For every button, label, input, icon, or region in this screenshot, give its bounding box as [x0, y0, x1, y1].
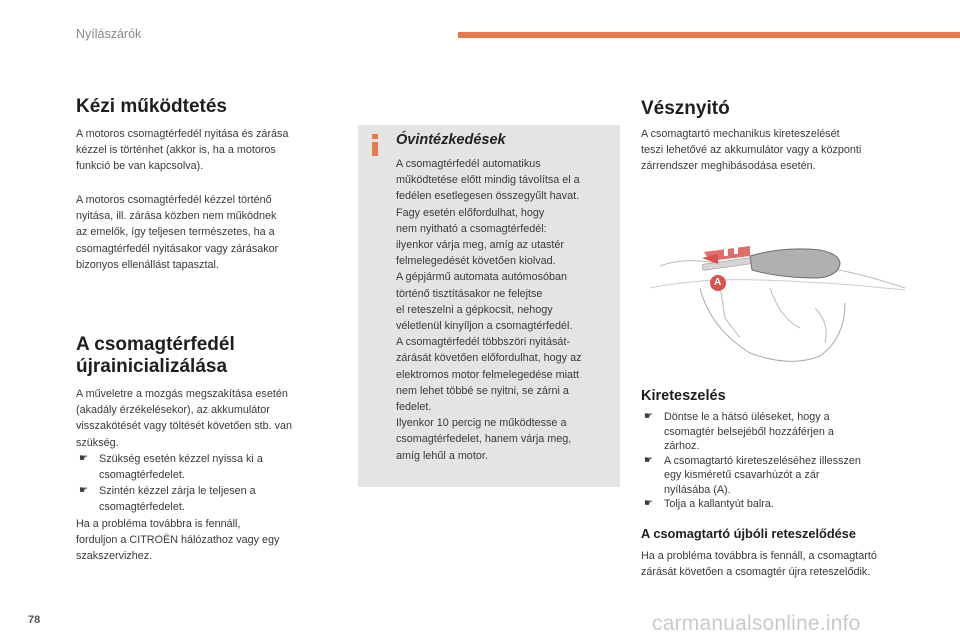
line: csomagtér belsejéből hozzáférjen a: [664, 425, 834, 438]
list-item: [76, 483, 336, 515]
title-line: újrainicializálása: [76, 356, 228, 377]
caution-box: [358, 125, 620, 487]
line: csomagtérfedelet, hanem várja meg,: [396, 433, 572, 446]
line: Ilyenkor 10 percig ne működtesse a: [396, 417, 567, 430]
line: nem nyitható a csomagtérfedél:: [396, 222, 547, 235]
line: elektromos motor felmelegedése miatt: [396, 368, 580, 381]
emergency-para: [641, 126, 911, 175]
line: csomagtérfedelet.: [99, 469, 185, 482]
section-title-unlocking: Kireteszelés: [641, 388, 726, 404]
info-icon: [366, 133, 384, 157]
manual-operation-para2: [76, 192, 336, 273]
list-item: [641, 410, 911, 454]
list-item: [76, 451, 336, 483]
line: Ha a probléma továbbra is fennáll,: [76, 517, 241, 530]
pointing-hand-icon: ☛: [644, 411, 653, 422]
line: A csomagtartó kireteszeléséhez illesszen: [664, 454, 861, 467]
line: működtetése előtt mindig távolítsa el a: [396, 174, 580, 187]
line: visszakötését vagy töltését követően stb. van: [76, 420, 293, 433]
illustration-label-a: A: [714, 277, 722, 288]
line: A csomagtérfedél automatikus: [396, 158, 541, 170]
line: fedelet.: [396, 401, 432, 414]
pointing-hand-icon: ☛: [644, 454, 653, 466]
section-title-reinitialization: [76, 334, 235, 378]
line: felmelegedését követően kiolvad.: [396, 255, 556, 268]
line: el reteszelni a gépkocsit, nehogy: [396, 303, 553, 316]
line: zárhoz.: [664, 440, 700, 452]
line: szakszervizhez.: [76, 550, 153, 563]
line: nyílásába (A).: [664, 483, 731, 496]
line: szükség.: [76, 436, 119, 449]
line: kézzel is történhet (akkor is, ha a motoros: [76, 144, 276, 157]
line: A gépjármű automata autómosóban: [396, 271, 568, 284]
unlocking-list: [641, 410, 911, 512]
relocking-para: [641, 548, 931, 580]
line: zárrendszer meghibásodása esetén.: [641, 160, 816, 173]
line: A csomagtartó mechanikus kireteszelését: [641, 128, 840, 140]
line: (akadály érzékelésekor), az akkumulátor: [76, 404, 270, 417]
caution-title: Óvintézkedések: [396, 132, 506, 148]
line: Ha a probléma továbbra is fennáll, a csomagtartó: [641, 550, 877, 562]
line: zárását követően előfordulhat, hogy az: [396, 352, 582, 365]
line: csomagtérfedelet.: [99, 501, 185, 514]
line: amíg lehűl a motor.: [396, 449, 488, 462]
line: A csomagtérfedél többszöri nyitását-: [396, 336, 571, 349]
manual-operation-para1: [76, 126, 336, 175]
line: Döntse le a hátsó üléseket, hogy a: [664, 411, 830, 423]
line: zárását követően a csomagtér újra reteszelődik.: [641, 566, 871, 579]
section-title-emergency: Vésznyitó: [641, 98, 730, 119]
line: csomagtérfedél nyitásakor vagy zárásakor: [76, 242, 279, 255]
line: Tolja a kallantyút balra.: [664, 498, 774, 510]
line: történő tisztításakor ne felejtse: [396, 287, 543, 300]
list-item: [641, 454, 911, 498]
caution-text: [396, 156, 611, 464]
header-accent-bar: [458, 32, 960, 38]
line: funkció be van kapcsolva).: [76, 160, 204, 173]
section-title-relocking: A csomagtartó újbóli reteszelődése: [641, 526, 856, 541]
line: teszi lehetővé az akkumulátor vagy a központi: [641, 144, 862, 157]
pointing-hand-icon: ☛: [79, 452, 88, 464]
pointing-hand-icon: ☛: [79, 485, 88, 497]
page-header-title: Nyílászárók: [76, 27, 142, 41]
line: Fagy esetén előfordulhat, hogy: [396, 206, 545, 219]
trunk-lock-illustration: [640, 228, 910, 378]
line: forduljon a CITROËN hálózathoz vagy egy: [76, 533, 280, 546]
title-line: A csomagtérfedél: [76, 334, 235, 355]
pointing-hand-icon: ☛: [644, 498, 653, 509]
line: A műveletre a mozgás megszakítása esetén: [76, 388, 288, 400]
line: Szükség esetén kézzel nyissa ki a: [99, 452, 263, 465]
line: bizonyos ellenállást tapasztal.: [76, 258, 219, 271]
page-number: 78: [28, 614, 41, 626]
watermark: carmanualsonline.info: [652, 612, 861, 635]
section-title-manual-operation: Kézi működtetés: [76, 96, 227, 117]
line: fedélen esetlegesen összegyűlt havat.: [396, 190, 580, 203]
line: A motoros csomagtérfedél kézzel történő: [76, 194, 272, 206]
list-item: [641, 497, 911, 512]
line: A motoros csomagtérfedél nyitása és zárása: [76, 128, 289, 140]
line: egy kisméretű csavarhúzót a zár: [664, 469, 820, 481]
line: véletlenül kinyíljon a csomagtérfedél.: [396, 320, 573, 333]
line: ilyenkor várja meg, amíg az utastér: [396, 239, 565, 252]
line: Szintén kézzel zárja le teljesen a: [99, 485, 256, 498]
line: nem lehet többé se nyitni, se zárni a: [396, 384, 569, 397]
reinitialization-body: [76, 386, 336, 564]
line: az emelők, így teljesen természetes, ha a: [76, 226, 275, 239]
line: nyitása, ill. zárása közben nem működnek: [76, 210, 277, 223]
